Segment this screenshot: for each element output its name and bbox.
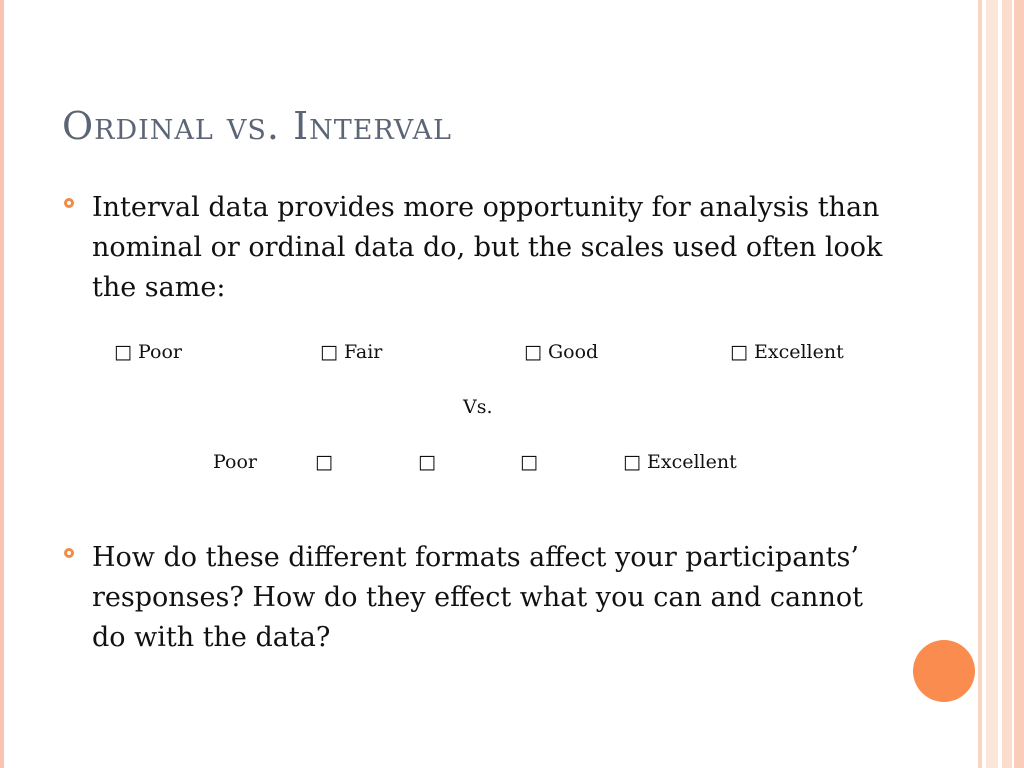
bullet-circle-icon: [64, 548, 74, 558]
left-border-decoration: [0, 0, 4, 768]
right-stripe-decoration: [974, 0, 1024, 768]
ordinal-option-poor: □ Poor: [114, 341, 182, 363]
bullet-text: Interval data provides more opportunity for analysis than nominal or ordinal data do, but the scales used often look the same:: [92, 192, 883, 303]
interval-checkbox-3: □: [418, 451, 436, 473]
bullet-circle-icon: [64, 198, 74, 208]
bullet-item-1: [64, 188, 884, 308]
interval-checkbox-4: □: [520, 451, 538, 473]
bullet-text: How do these different formats affect your participants’ responses? How do they effect what you can and cannot do with the data?: [92, 542, 863, 653]
bullet-item-2: [64, 538, 884, 658]
ordinal-option-good: □ Good: [524, 341, 599, 363]
vs-label: Vs.: [463, 396, 493, 418]
ordinal-option-excellent: □ Excellent: [730, 341, 844, 363]
decorative-circle: [913, 640, 975, 702]
interval-checkbox-2: □: [315, 451, 333, 473]
interval-anchor-excellent: □ Excellent: [623, 451, 737, 473]
ordinal-option-fair: □ Fair: [320, 341, 383, 363]
interval-anchor-poor: Poor: [213, 451, 257, 473]
slide-title: Ordinal vs. Interval: [62, 104, 452, 148]
